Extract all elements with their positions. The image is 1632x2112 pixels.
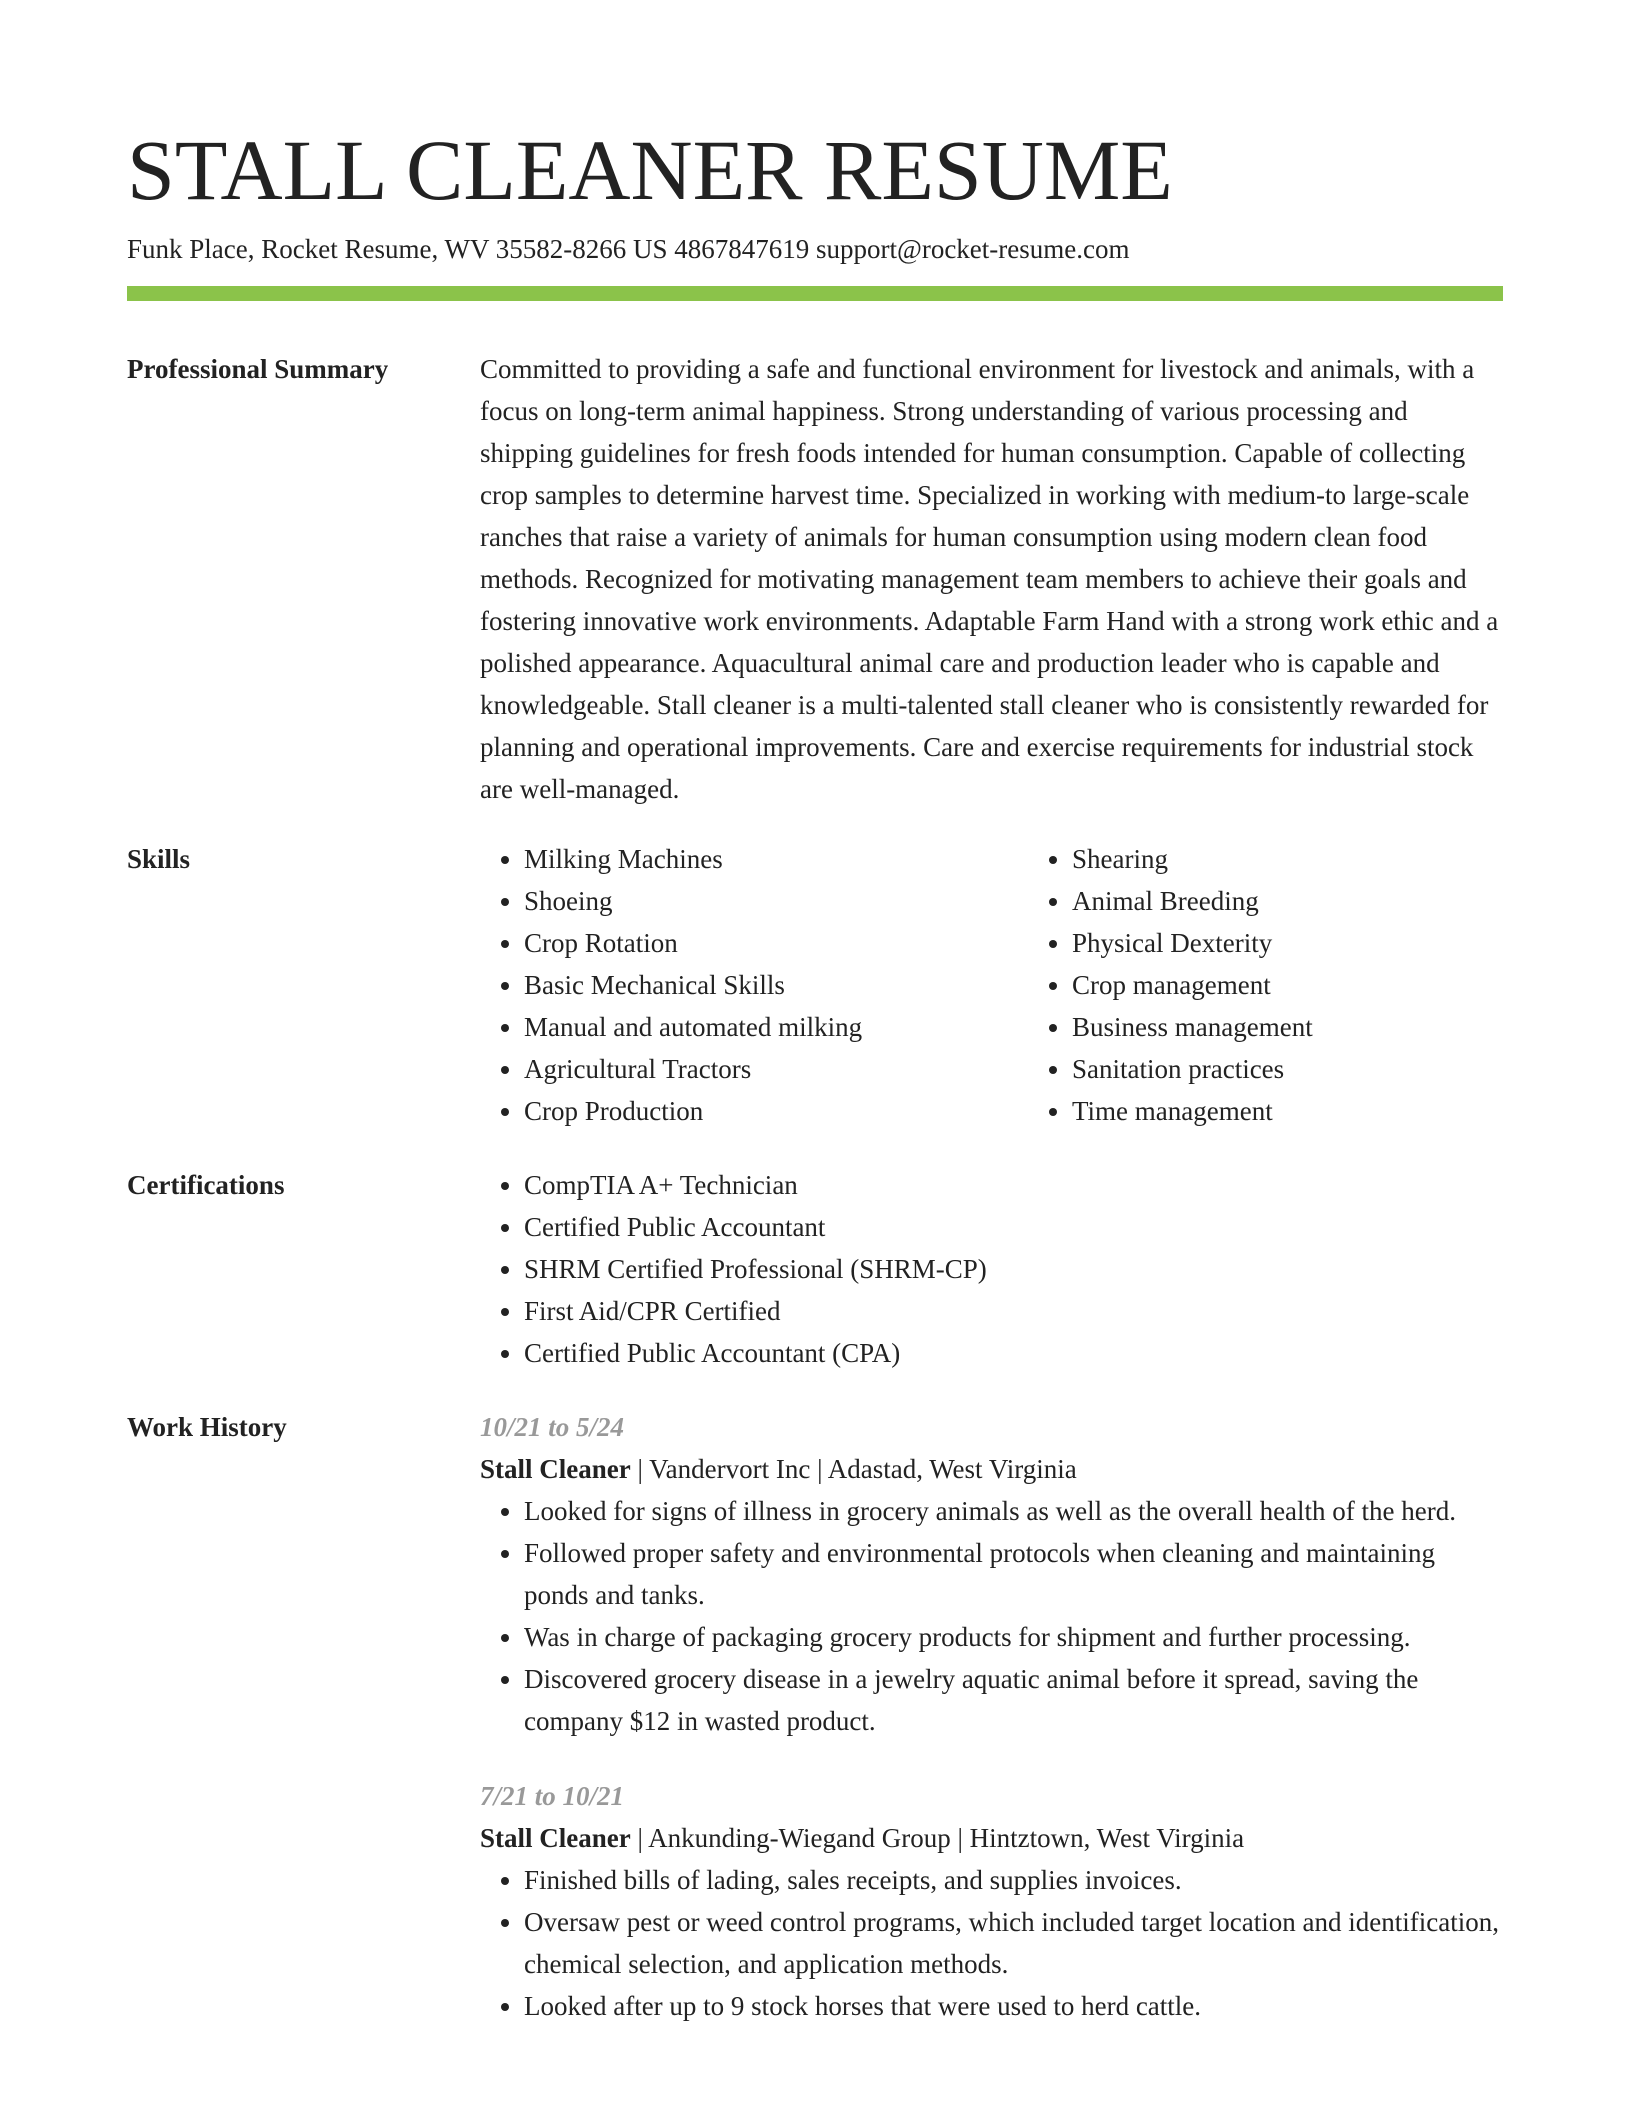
- skill-item: • Shearing: [1072, 838, 1532, 880]
- skill-item: • Basic Mechanical Skills: [524, 964, 984, 1006]
- certification-item: • SHRM Certified Professional (SHRM-CP): [524, 1248, 1506, 1290]
- resume-title: STALL CLEANER RESUME: [127, 122, 1173, 218]
- job-entry: [480, 1775, 1506, 2027]
- job-title: Stall Cleaner: [480, 1454, 631, 1484]
- job-dates: 7/21 to 10/21: [480, 1781, 625, 1811]
- job-title-line: [480, 1817, 1506, 1859]
- job-bullets: [480, 1859, 1506, 2027]
- skill-item: • Agricultural Tractors: [524, 1048, 984, 1090]
- work-history-body: [480, 1406, 1506, 2044]
- skill-item: • Animal Breeding: [1072, 880, 1532, 922]
- job-title-line: [480, 1448, 1506, 1490]
- job-bullet: • Looked for signs of illness in grocery animals as well as the overall health of the herd.: [524, 1490, 1506, 1532]
- skill-item: • Sanitation practices: [1072, 1048, 1532, 1090]
- job-bullets: [480, 1490, 1506, 1742]
- job-details: | Ankunding-Wiegand Group | Hintztown, West Virginia: [630, 1823, 1245, 1853]
- certification-item: • CompTIA A+ Technician: [524, 1164, 1506, 1206]
- section-label-certifications: Certifications: [127, 1170, 285, 1200]
- job-bullet: • Looked after up to 9 stock horses that were used to herd cattle.: [524, 1985, 1506, 2027]
- section-label-summary: Professional Summary: [127, 354, 389, 384]
- skills-list-left: [480, 838, 984, 1132]
- skill-item: • Time management: [1072, 1090, 1532, 1132]
- job-details: | Vandervort Inc | Adastad, West Virginia: [630, 1454, 1077, 1484]
- skill-item: • Shoeing: [524, 880, 984, 922]
- skill-item: • Physical Dexterity: [1072, 922, 1532, 964]
- section-label-work-history: Work History: [127, 1412, 287, 1442]
- skills-list-right: [1028, 838, 1532, 1132]
- job-entry: [480, 1406, 1506, 1742]
- skills-grid: [480, 838, 1506, 1132]
- skill-item: • Manual and automated milking: [524, 1006, 984, 1048]
- job-dates: 10/21 to 5/24: [480, 1412, 625, 1442]
- section-label-skills: Skills: [127, 844, 191, 874]
- summary-body: [480, 348, 1506, 810]
- job-bullet: • Was in charge of packaging grocery products for shipment and further processing.: [524, 1616, 1506, 1658]
- job-title: Stall Cleaner: [480, 1823, 631, 1853]
- certification-item: • Certified Public Accountant (CPA): [524, 1332, 1506, 1374]
- summary-text: Committed to providing a safe and functional environment for livestock and animals, with a focus on long-term animal happiness. Strong understanding of various processing and shipping guidelines for fresh foods intended for human consumption. Capable of collecting crop samples to determine harvest time. Specialized in working with medium-to large-scale ranches that raise a variety of animals for human consumption using modern clean food methods. Recognized for motivating management team members to achieve their goals and fostering innovative work environments. Adaptable Farm Hand with a strong work ethic and a polished appearance. Aquacultural animal care and production leader who is capable and knowledgeable. Stall cleaner is a multi-talented stall cleaner who is consistently rewarded for planning and operational improvements. Care and exercise requirements for industrial stock are well-managed.: [480, 354, 1499, 804]
- skill-item: • Crop management: [1072, 964, 1532, 1006]
- contact-line: Funk Place, Rocket Resume, WV 35582-8266 US 4867847619 support@rocket-resume.com: [127, 234, 1130, 264]
- certifications-list: [480, 1164, 1506, 1374]
- skill-item: • Business management: [1072, 1006, 1532, 1048]
- certification-item: • Certified Public Accountant: [524, 1206, 1506, 1248]
- certification-item: • First Aid/CPR Certified: [524, 1290, 1506, 1332]
- job-bullet: • Discovered grocery disease in a jewelry aquatic animal before it spread, saving the company $12 in wasted product.: [524, 1658, 1506, 1742]
- skill-item: • Milking Machines: [524, 838, 984, 880]
- certifications-body: [480, 1164, 1506, 1374]
- job-bullet: • Finished bills of lading, sales receipts, and supplies invoices.: [524, 1859, 1506, 1901]
- skill-item: • Crop Rotation: [524, 922, 984, 964]
- job-bullet: • Followed proper safety and environmental protocols when cleaning and maintaining ponds and tanks.: [524, 1532, 1506, 1616]
- header-divider: [127, 286, 1503, 301]
- skill-item: • Crop Production: [524, 1090, 984, 1132]
- job-bullet: • Oversaw pest or weed control programs, which included target location and identification, chemical selection, and application methods.: [524, 1901, 1506, 1985]
